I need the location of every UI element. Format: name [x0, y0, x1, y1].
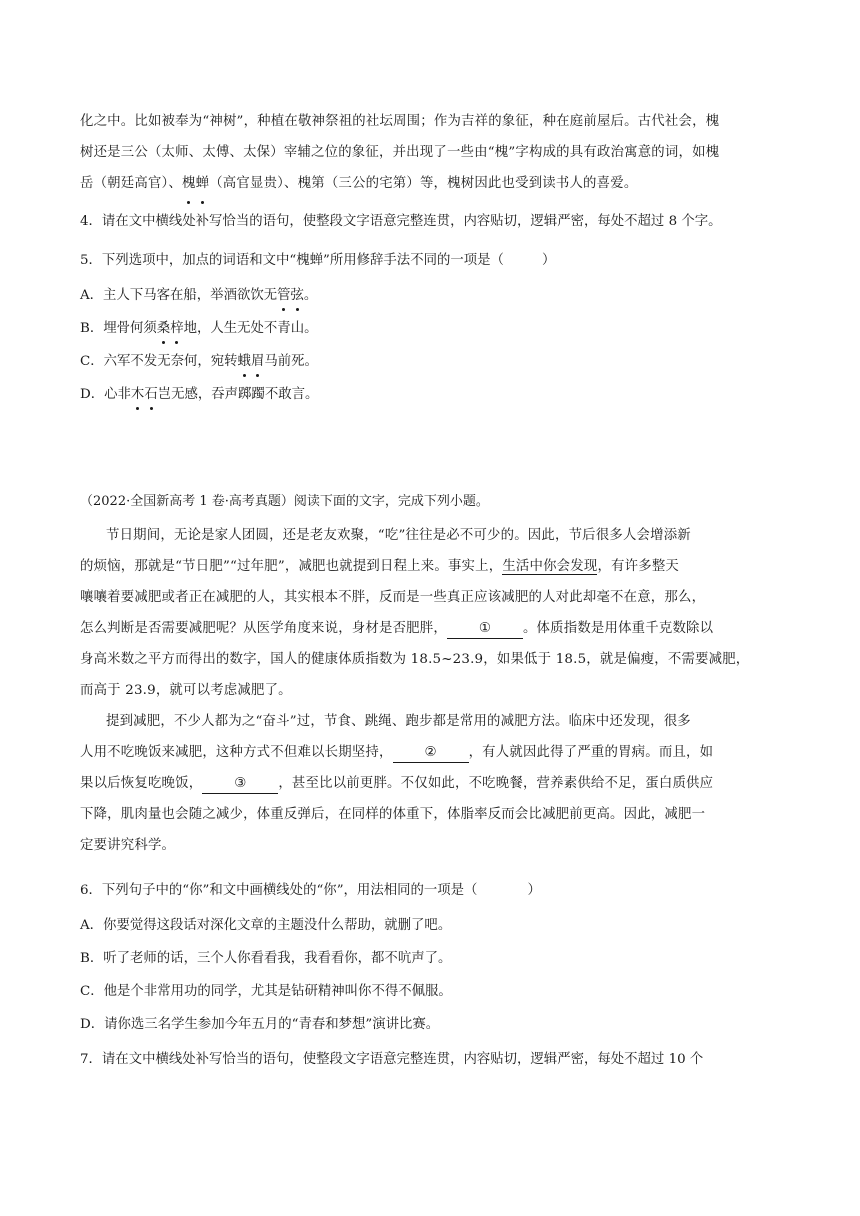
- dotted-char: 管: [277, 286, 290, 306]
- text-run: ）: [527, 883, 541, 898]
- text-run: 的烦恼，那就是“节日肥”“过年肥”，减肥也就提到日程上来。事实上，: [80, 559, 503, 574]
- text-run: B．埋骨何须: [80, 321, 157, 336]
- passage-line: 身高米数之平方而得出的数字，国人的健康体质指数为 18.5~23.9，如果低于 18.5，就是偏瘦，不需要减肥，: [80, 652, 750, 667]
- text-run: 岂无感，吞声踯躅不敢言。: [157, 387, 319, 402]
- blank-3: ③: [202, 775, 278, 794]
- passage-line: [80, 613, 780, 644]
- dotted-char: 弦: [291, 286, 304, 306]
- source-line: （2022·全国新高考 1 卷·高考真题）阅读下面的文字，完成下列小题。: [80, 494, 489, 509]
- passage-line: 节日期间，无论是家人团圆，还是老友欢聚，“吃”往往是必不可少的。因此，节后很多人会增添新: [106, 528, 691, 543]
- option-a: [80, 286, 317, 306]
- passage-line: 嚷嚷着要减肥或者正在减肥的人，其实根本不胖，反而是一些真正应该减肥的人对此却毫不在意，那么，: [80, 590, 706, 605]
- text-run: 马前死。: [264, 354, 318, 369]
- text-run: 5．下列选项中，加点的词语和文中“槐蝉”所用修辞手法不同的一项是（: [80, 253, 504, 268]
- option-a: A．你要觉得这段话对深化文章的主题没什么帮助，就删了吧。: [80, 918, 452, 933]
- text-run: D．心非: [80, 387, 131, 402]
- passage-line: [80, 168, 780, 199]
- text-run: ）: [541, 253, 556, 268]
- passage-line: 树还是三公（太师、太傅、太保）宰辅之位的象征，并出现了一些由“槐”字构成的具有政治寓意的词，如槐: [80, 145, 720, 160]
- option-b: B．听了老师的话，三个人你看看我，我看看你，都不吭声了。: [80, 951, 452, 966]
- passage-line: [80, 551, 780, 582]
- passage-line: 化之中。比如被奉为“神树”，种植在敬神祭祖的社坛周围；作为吉祥的象征，种在庭前屋后。古代社会，槐: [80, 114, 720, 129]
- blank-2: ②: [393, 744, 469, 763]
- blank-1: ①: [447, 620, 523, 639]
- text-run: A．主人下马客在船，举酒欲饮无: [80, 288, 278, 303]
- dotted-char: 槐: [182, 168, 196, 199]
- option-d: [80, 385, 318, 405]
- dotted-char: 蝉: [196, 168, 210, 199]
- passage-line: 而高于 23.9，就可以考虑减肥了。: [80, 683, 292, 698]
- question-4: 4．请在文中横线处补写恰当的语句，使整段文字语意完整连贯，内容贴切，逻辑严密，每处不超过 8 个字。: [80, 214, 722, 229]
- option-c: [80, 352, 318, 372]
- passage-line: 定要讲究科学。: [80, 838, 176, 853]
- question-7: 7．请在文中横线处补写恰当的语句，使整段文字语意完整连贯，内容贴切，逻辑严密，每处不超过 10 个: [80, 1052, 704, 1067]
- text-run: 。: [303, 288, 318, 303]
- text-run: 。体质指数是用体重千克数除以: [522, 621, 714, 636]
- text-run: ，有许多整天: [597, 559, 679, 574]
- text-run: 6．下列句子中的“你”和文中画横线处的“你”，用法相同的一项是（: [80, 883, 478, 898]
- dotted-char: 石: [144, 385, 157, 405]
- text-run: 怎么判断是否需要减肥呢？从医学角度来说，身材是否肥胖，: [80, 621, 447, 636]
- text-run: 果以后恢复吃晚饭，: [80, 776, 203, 791]
- dotted-char: 木: [131, 385, 144, 405]
- text-run: 人用不吃晚饭来减肥，这种方式不但难以长期坚持，: [80, 745, 393, 760]
- dotted-char: 桑: [157, 319, 170, 339]
- text-run: C．六军不发无奈何，宛转: [80, 354, 238, 369]
- text-run: （高官显贵）、槐第（三公的宅第）等，槐树因此也受到读书人的喜爱。: [209, 176, 638, 191]
- text-run: 地，人生无处不青山。: [183, 321, 318, 336]
- option-b: [80, 319, 317, 339]
- text-run: ，有人就因此得了严重的胃病。而且，如: [468, 745, 714, 760]
- question-6-stem: [80, 881, 780, 901]
- text-run: ，甚至比以前更胖。不仅如此，不吃晚餐，营养素供给不足，蛋白质供应: [278, 776, 714, 791]
- option-d: D．请你选三名学生参加今年五月的“青春和梦想”演讲比赛。: [80, 1017, 440, 1032]
- option-c: C．他是个非常用功的同学，尤其是钻研精神叫你不得不佩服。: [80, 984, 452, 999]
- passage-line: 下降，肌肉量也会随之减少，体重反弹后，在同样的体重下，体脂率反而会比减肥前更高。因此，减肥一: [80, 807, 706, 822]
- dotted-char: 梓: [170, 319, 183, 339]
- dotted-char: 眉: [251, 352, 264, 372]
- passage-line: [80, 737, 780, 768]
- passage-line: 提到减肥，不少人都为之“奋斗”过，节食、跳绳、跑步都是常用的减肥方法。临床中还发现，很多: [106, 714, 691, 729]
- text-run: 岳（朝廷高官）、: [80, 176, 183, 191]
- question-5-stem: [80, 251, 780, 271]
- passage-line: [80, 768, 780, 799]
- underlined-phrase: 生活中你会发现: [502, 559, 598, 574]
- dotted-char: 蛾: [238, 352, 251, 372]
